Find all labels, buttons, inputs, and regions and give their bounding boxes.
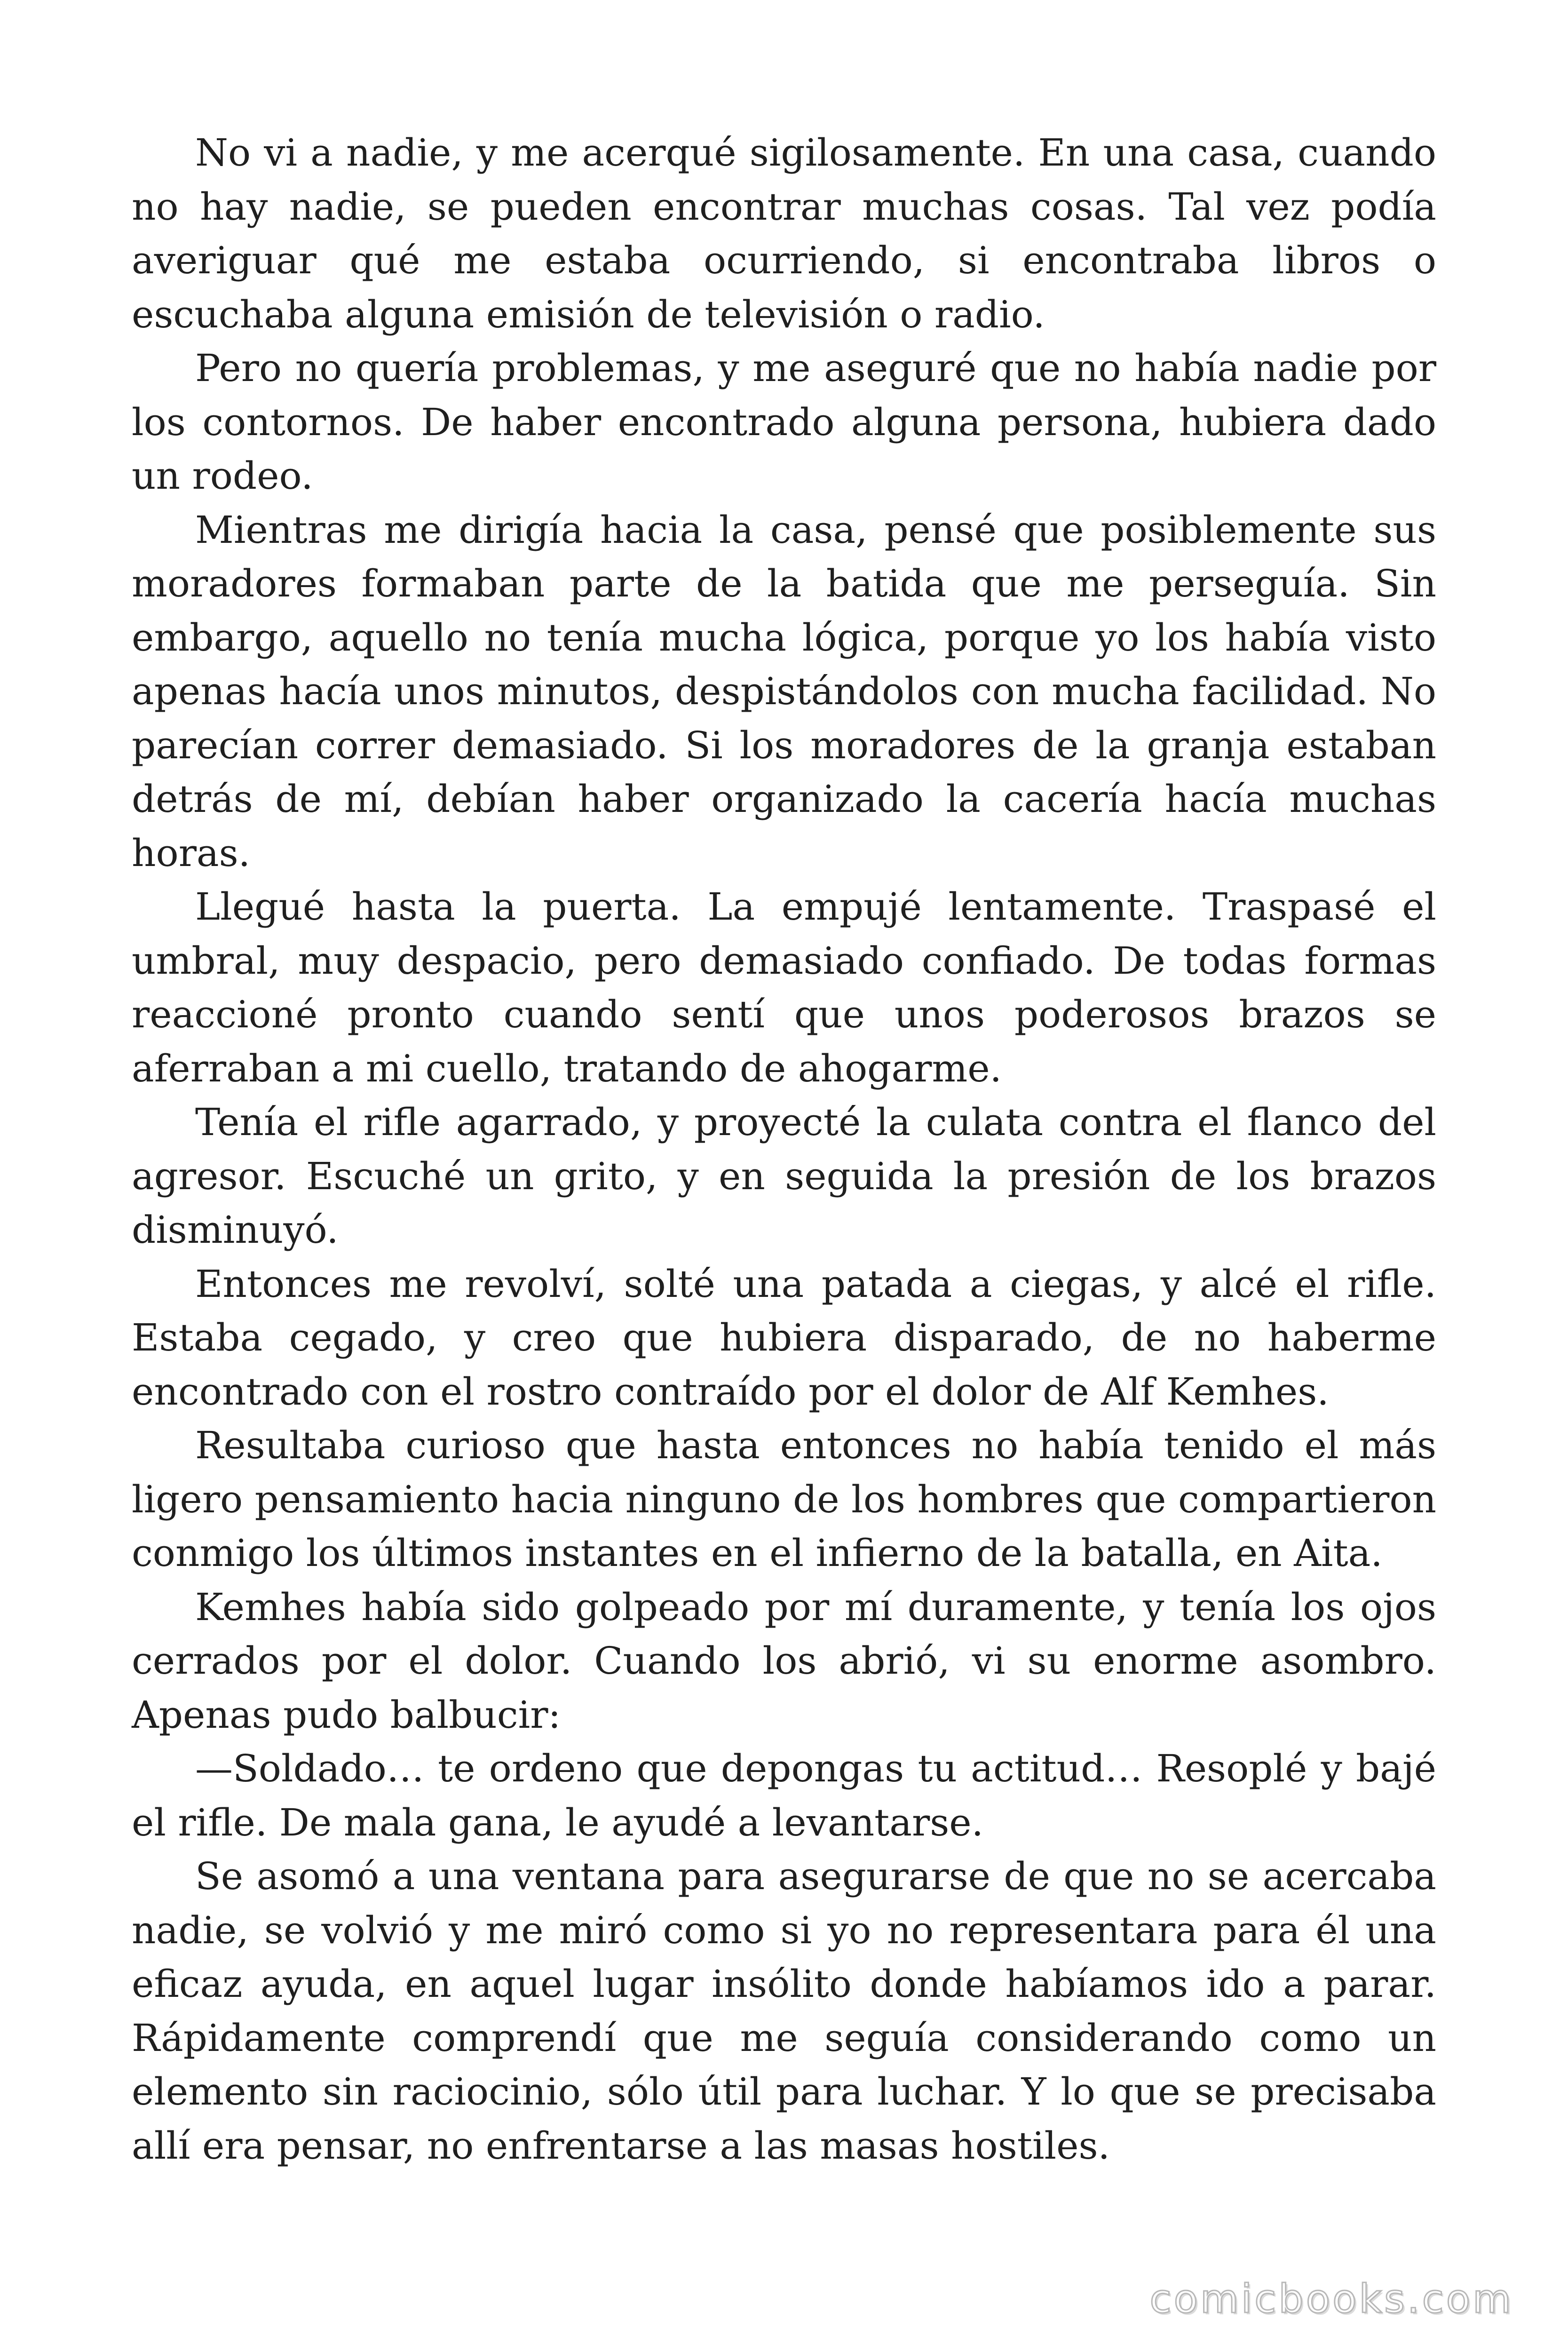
- paragraph-5: Tenía el rifle agarrado, y proyecté la culata contra el flanco del agresor. Escuché un grito, y en seguida la presión de los brazos disminuyó.: [132, 1100, 1436, 1252]
- paragraph-7: Resultaba curioso que hasta entonces no había tenido el más ligero pensamiento hacia ninguno de los hombres que compartieron conmigo los últimos instantes en el infierno de la batalla, en Aita.: [132, 1423, 1436, 1575]
- watermark: comicbooks.com: [1149, 2276, 1513, 2322]
- paragraph-2: Pero no quería problemas, y me aseguré que no había nadie por los contornos. De haber encontrado alguna persona, hubiera dado un rodeo.: [132, 346, 1436, 498]
- paragraph-10: Se asomó a una ventana para asegurarse de que no se acercaba nadie, se volvió y me miró como si yo no representara para él una eficaz ayuda, en aquel lugar insólito donde habíamos ido a parar. Rápidamente comprendí que me seguía considerando como un elemento sin raciocinio, sólo útil para luchar. Y lo que se precisaba allí era pensar, no enfrentarse a las masas hostiles.: [132, 1854, 1436, 2168]
- paragraph-3: Mientras me dirigía hacia la casa, pensé que posiblemente sus moradores formaban parte de la batida que me perseguía. Sin embargo, aquello no tenía mucha lógica, porque yo los había visto apenas hacía unos minutos, despistándolos con mucha facilidad. No parecían correr demasiado. Si los moradores de la granja estaban detrás de mí, debían haber organizado la cacería hacía muchas horas.: [132, 508, 1436, 875]
- paragraph-9: —Soldado… te ordeno que depongas tu actitud… Resoplé y bajé el rifle. De mala gana, le ayudé a levantarse.: [132, 1747, 1436, 1844]
- paragraph-8: Kemhes había sido golpeado por mí duramente, y tenía los ojos cerrados por el dolor. Cuando los abrió, vi su enorme asombro. Apenas pudo balbucir:: [132, 1585, 1436, 1737]
- paragraph-6: Entonces me revolví, solté una patada a ciegas, y alcé el rifle. Estaba cegado, y creo que hubiera disparado, de no haberme encontrado con el rostro contraído por el dolor de Alf Kemhes.: [132, 1262, 1436, 1414]
- paragraph-4: Llegué hasta la puerta. La empujé lentamente. Traspasé el umbral, muy despacio, pero demasiado confiado. De todas formas reaccioné pronto cuando sentí que unos poderosos brazos se aferraban a mi cuello, tratando de ahogarme.: [132, 885, 1436, 1090]
- paragraph-1: No vi a nadie, y me acerqué sigilosamente. En una casa, cuando no hay nadie, se pueden encontrar muchas cosas. Tal vez podía averiguar qué me estaba ocurriendo, si encontraba libros o escuchaba alguna emisión de televisión o radio.: [132, 131, 1436, 336]
- page-body: [132, 126, 1436, 2173]
